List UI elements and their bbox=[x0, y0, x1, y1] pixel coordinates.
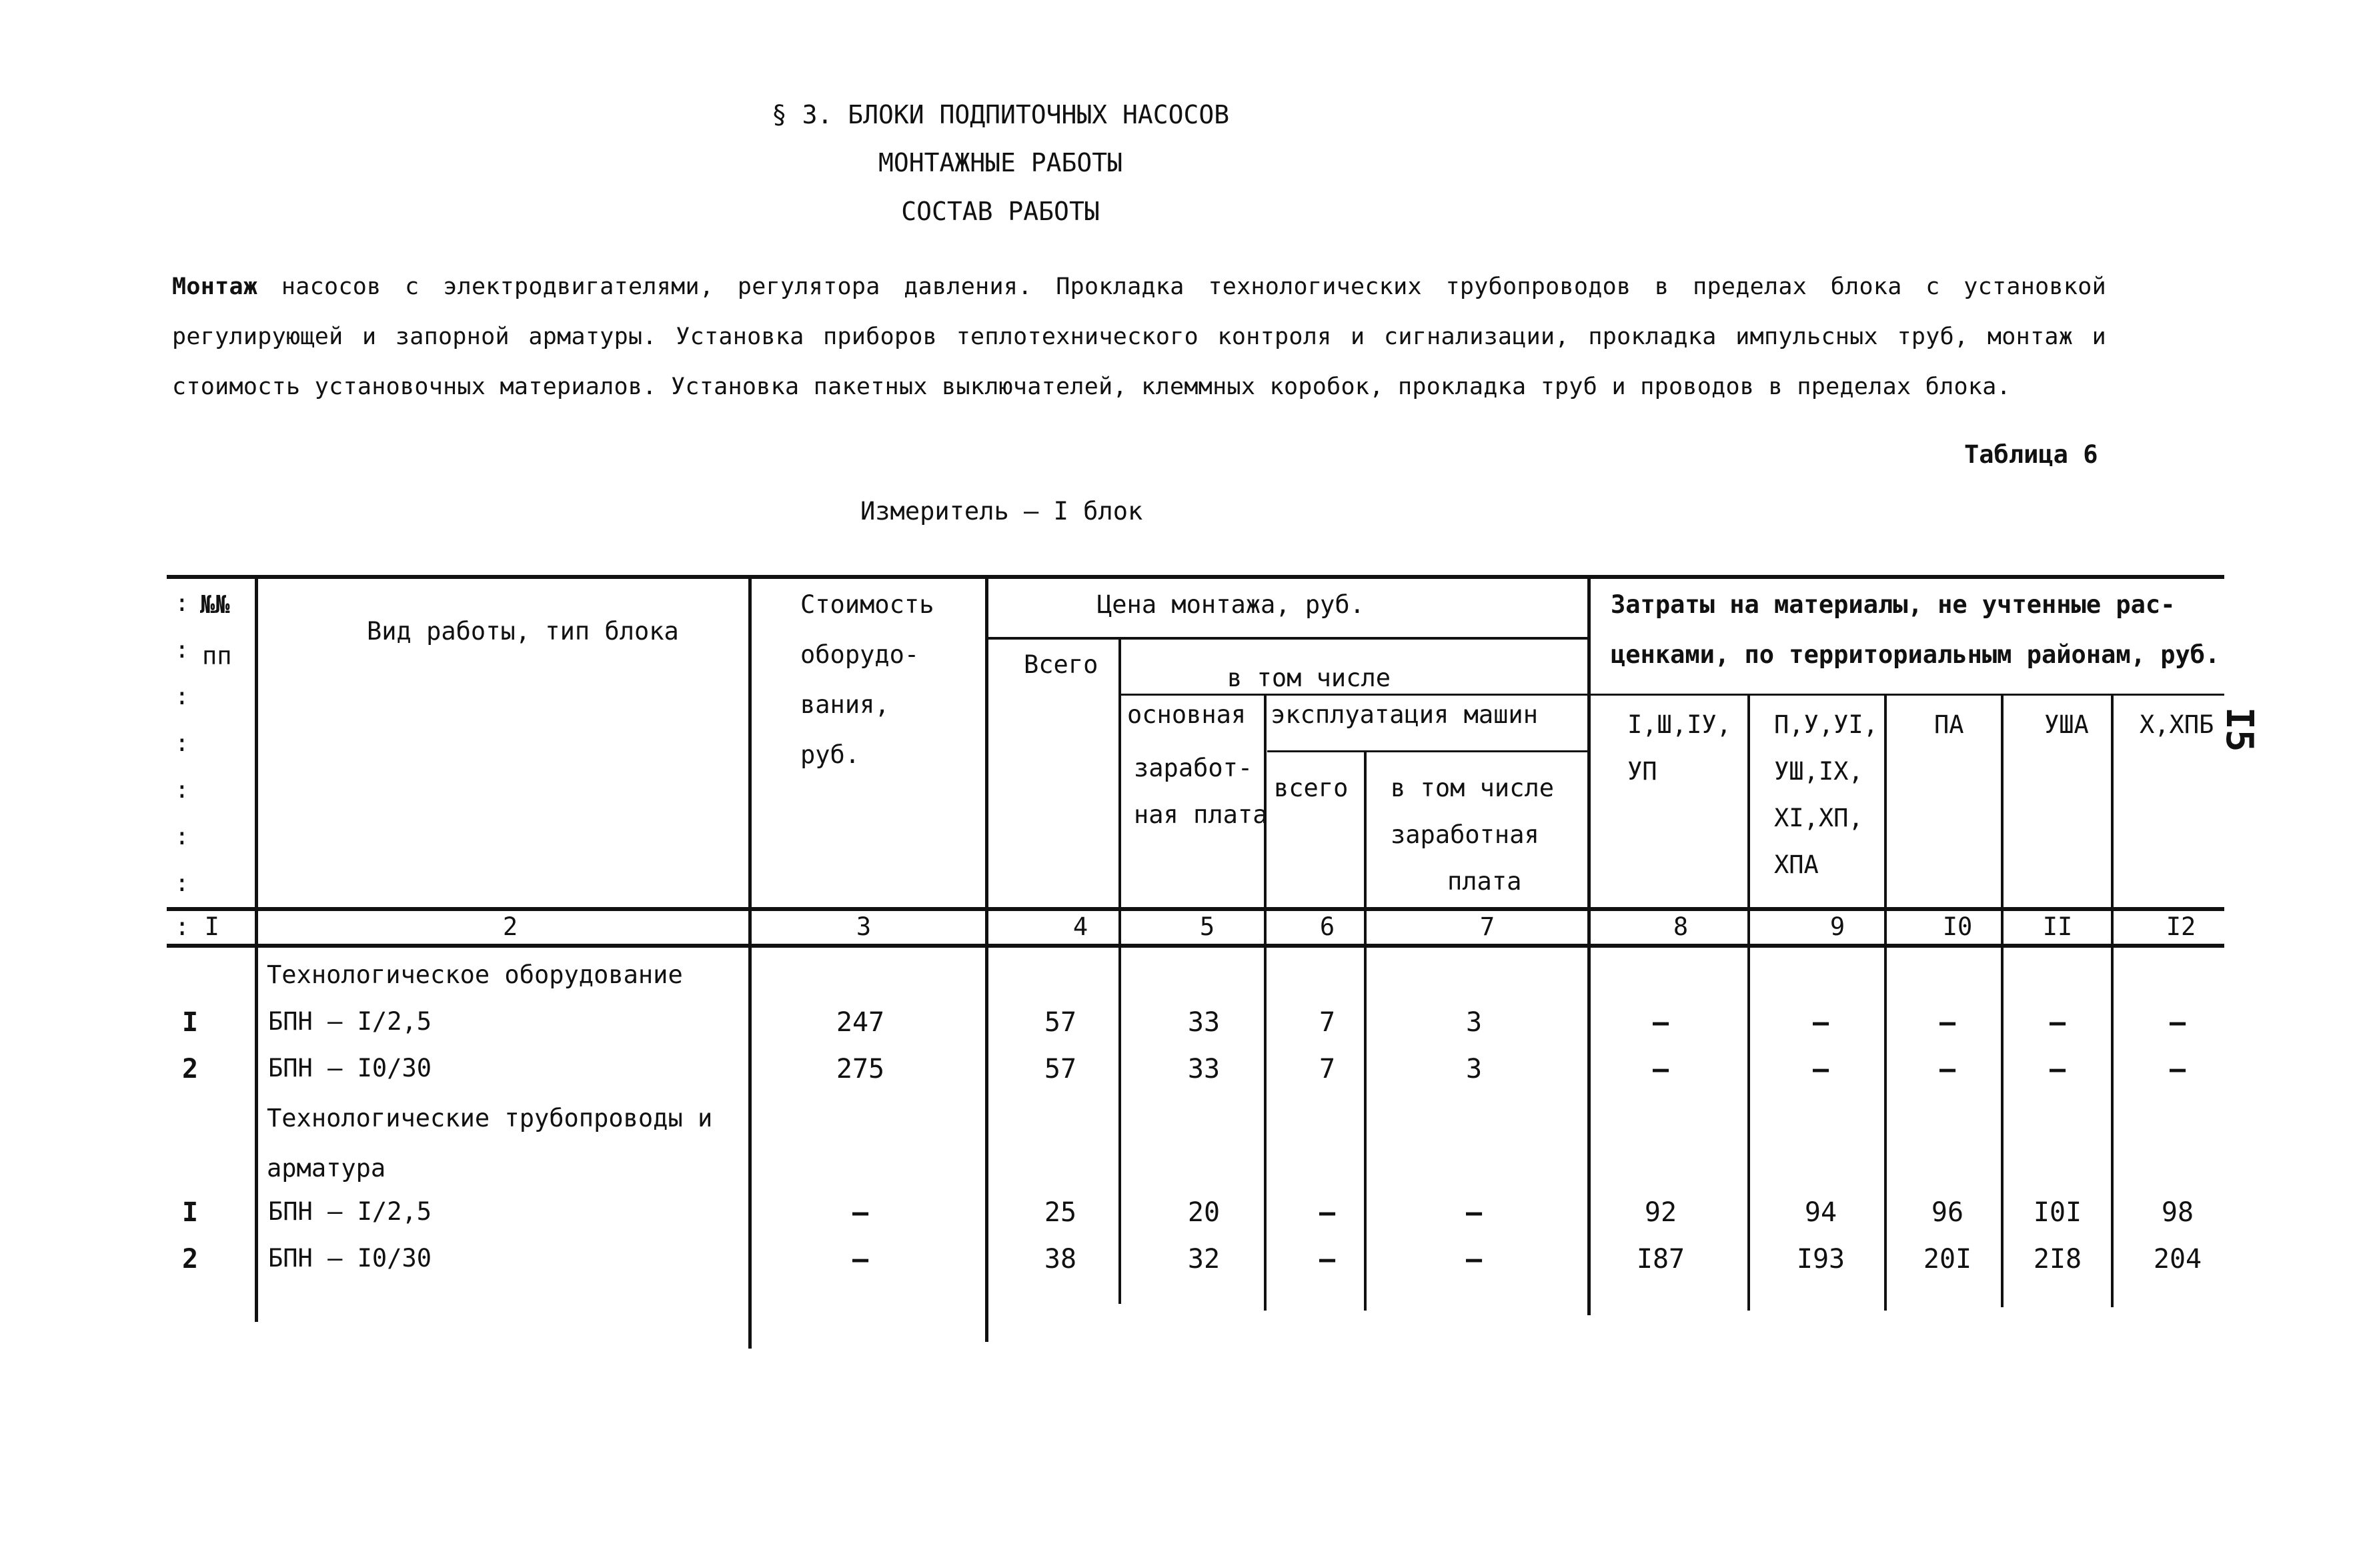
colnum-8: 8 bbox=[1673, 912, 1689, 941]
col3-header-l1: Стоимость bbox=[800, 590, 934, 619]
table-cell-c12: – bbox=[2169, 1007, 2186, 1038]
vline-10 bbox=[2001, 694, 2004, 1307]
col7-header-l3: плата bbox=[1447, 867, 1522, 896]
table-cell-n: 2 bbox=[181, 1054, 199, 1084]
table-cell-c3: – bbox=[852, 1244, 869, 1275]
vline-9 bbox=[1884, 694, 1887, 1311]
vline-7 bbox=[1587, 575, 1591, 1315]
col9-header-l1: П,У,УI, bbox=[1774, 710, 1878, 739]
col3-header-l4: руб. bbox=[800, 740, 860, 769]
table-cell-c10: – bbox=[1939, 1054, 1956, 1084]
col1-header-b: пп bbox=[202, 642, 232, 670]
colnum-1: : I bbox=[175, 912, 219, 941]
table-cell-c12: 204 bbox=[2153, 1244, 2202, 1275]
materials-header-l2: ценками, по территориальным районам, руб. bbox=[1611, 640, 2220, 669]
col9-header-l3: XI,XП, bbox=[1774, 804, 1863, 832]
col2-header: Вид работы, тип блока bbox=[367, 617, 679, 646]
colnum-bottom-border bbox=[167, 944, 2224, 948]
col12-header: X,XПБ bbox=[2140, 710, 2214, 739]
table-cell-name: БПН – I/2,5 bbox=[268, 1197, 432, 1226]
page-number: I5 bbox=[2218, 707, 2261, 752]
vline-1 bbox=[255, 575, 258, 1322]
table-cell-c5: 33 bbox=[1187, 1054, 1221, 1084]
table-cell-c6: – bbox=[1319, 1244, 1336, 1275]
materials-rule bbox=[1591, 694, 2224, 696]
col4-header: Всего bbox=[1024, 650, 1098, 679]
table-cell-c7: – bbox=[1465, 1197, 1483, 1228]
group-heading-equipment: Технологическое оборудование bbox=[267, 960, 683, 989]
colnum-9: 9 bbox=[1829, 912, 1845, 941]
col1-header-a: №№ bbox=[200, 590, 230, 619]
table-cell-c4: 57 bbox=[1044, 1054, 1077, 1084]
left-colon-margin: : : : : : : : bbox=[175, 590, 189, 897]
machines-header: эксплуатация машин bbox=[1271, 700, 1538, 729]
col3-header-l3: вания, bbox=[800, 690, 890, 719]
vline-5 bbox=[1264, 694, 1267, 1311]
subtitle-works: МОНТАЖНЫЕ РАБОТЫ bbox=[878, 148, 1123, 177]
table-cell-c8: I87 bbox=[1636, 1244, 1685, 1275]
table-cell-c4: 57 bbox=[1044, 1007, 1077, 1038]
table-cell-c10: 96 bbox=[1931, 1197, 1964, 1228]
table-top-border bbox=[167, 575, 2224, 579]
table-cell-n: I bbox=[181, 1007, 199, 1038]
table-cell-c5: 20 bbox=[1187, 1197, 1221, 1228]
colnum-6: 6 bbox=[1319, 912, 1335, 941]
vline-3 bbox=[985, 575, 988, 1342]
machines-rule bbox=[1267, 750, 1591, 752]
col3-header-l2: оборудо- bbox=[800, 640, 920, 669]
table-cell-c12: – bbox=[2169, 1054, 2186, 1084]
table-cell-c8: – bbox=[1652, 1007, 1669, 1038]
table-cell-c9: 94 bbox=[1804, 1197, 1837, 1228]
work-description-text: насосов с электродвигателями, регулятора давления. Прокладка технологических трубопроводов в пределах блока с установкой регулирующей и запорной арматуры. Установка приборов теплотехнического контроля и сигнализации, прокладка импульсных труб, монтаж и стоимость установочных материалов. Установка пакетных выключателей, клеммных коробок, прокладка труб и проводов в пределах блока. bbox=[172, 273, 2106, 400]
vline-8 bbox=[1747, 694, 1750, 1311]
colnum-12: I2 bbox=[2166, 912, 2196, 941]
table-cell-c3: 275 bbox=[836, 1054, 885, 1084]
table-cell-name: БПН – I0/30 bbox=[268, 1244, 432, 1273]
table-cell-c7: 3 bbox=[1465, 1054, 1483, 1084]
col10-header: ПА bbox=[1934, 710, 1964, 739]
table-cell-c9: – bbox=[1812, 1007, 1829, 1038]
table-cell-c12: 98 bbox=[2161, 1197, 2194, 1228]
vline-11 bbox=[2111, 694, 2114, 1307]
col9-header-l4: XПА bbox=[1774, 850, 1819, 879]
price-group-rule bbox=[987, 637, 1591, 640]
table-cell-c5: 33 bbox=[1187, 1007, 1221, 1038]
materials-header-l1: Затраты на материалы, не учтенные рас- bbox=[1611, 590, 2176, 619]
table-cell-n: 2 bbox=[181, 1244, 199, 1275]
work-description-lead: Монтаж bbox=[172, 273, 258, 300]
table-cell-c4: 38 bbox=[1044, 1244, 1077, 1275]
table-cell-c11: – bbox=[2049, 1054, 2066, 1084]
col6-header: всего bbox=[1274, 774, 1349, 802]
table-cell-c4: 25 bbox=[1044, 1197, 1077, 1228]
vline-2 bbox=[748, 575, 752, 1349]
colnum-7: 7 bbox=[1479, 912, 1495, 941]
table-label: Таблица 6 bbox=[1964, 440, 2098, 469]
group-heading-pipelines-l2: арматура bbox=[267, 1154, 386, 1183]
table-cell-c7: – bbox=[1465, 1244, 1483, 1275]
table-cell-c11: 2I8 bbox=[2033, 1244, 2082, 1275]
col7-header-l1: в том числе bbox=[1391, 774, 1555, 802]
subtitle-composition: СОСТАВ РАБОТЫ bbox=[901, 197, 1100, 226]
table-cell-c11: – bbox=[2049, 1007, 2066, 1038]
table-cell-name: БПН – I0/30 bbox=[268, 1054, 432, 1082]
work-description bbox=[172, 262, 2106, 412]
table-cell-c3: 247 bbox=[836, 1007, 885, 1038]
table-cell-c3: – bbox=[852, 1197, 869, 1228]
table-cell-c7: 3 bbox=[1465, 1007, 1483, 1038]
table-cell-c5: 32 bbox=[1187, 1244, 1221, 1275]
table-cell-name: БПН – I/2,5 bbox=[268, 1007, 432, 1036]
col9-header-l2: УШ,IX, bbox=[1774, 757, 1863, 786]
colnum-3: 3 bbox=[856, 912, 872, 941]
table-cell-c6: 7 bbox=[1319, 1007, 1336, 1038]
colnum-4: 4 bbox=[1072, 912, 1088, 941]
col5-header-l2: заработ- bbox=[1134, 754, 1253, 782]
table-cell-c10: – bbox=[1939, 1007, 1956, 1038]
incl-header: в том числе bbox=[1227, 664, 1391, 692]
table-cell-c6: 7 bbox=[1319, 1054, 1336, 1084]
price-group-header: Цена монтажа, руб. bbox=[1097, 590, 1365, 619]
col8-header-l2: УП bbox=[1627, 757, 1657, 786]
header-bottom-border bbox=[167, 907, 2224, 911]
measure-unit: Измеритель – I блок bbox=[860, 497, 1143, 526]
table-cell-c11: I0I bbox=[2033, 1197, 2082, 1228]
col5-header-l3: ная плата bbox=[1134, 800, 1268, 829]
table-cell-c8: – bbox=[1652, 1054, 1669, 1084]
col7-header-l2: заработная bbox=[1391, 820, 1539, 849]
table-cell-n: I bbox=[181, 1197, 199, 1228]
section-title: § 3. БЛОКИ ПОДПИТОЧНЫХ НАСОСОВ bbox=[771, 100, 1230, 129]
table-cell-c9: – bbox=[1812, 1054, 1829, 1084]
colnum-11: II bbox=[2042, 912, 2073, 941]
col8-header-l1: I,Ш,IУ, bbox=[1627, 710, 1731, 739]
table-cell-c9: I93 bbox=[1796, 1244, 1845, 1275]
col11-header: УША bbox=[2044, 710, 2089, 739]
incl-rule bbox=[1120, 694, 1591, 696]
group-heading-pipelines-l1: Технологические трубопроводы и bbox=[267, 1104, 713, 1132]
table-cell-c8: 92 bbox=[1644, 1197, 1677, 1228]
table-cell-c10: 20I bbox=[1923, 1244, 1972, 1275]
vline-4 bbox=[1118, 637, 1121, 1304]
table-cell-c6: – bbox=[1319, 1197, 1336, 1228]
colnum-5: 5 bbox=[1199, 912, 1215, 941]
colnum-2: 2 bbox=[502, 912, 518, 941]
colnum-10: I0 bbox=[1942, 912, 1973, 941]
col5-header-l1: основная bbox=[1127, 700, 1247, 729]
